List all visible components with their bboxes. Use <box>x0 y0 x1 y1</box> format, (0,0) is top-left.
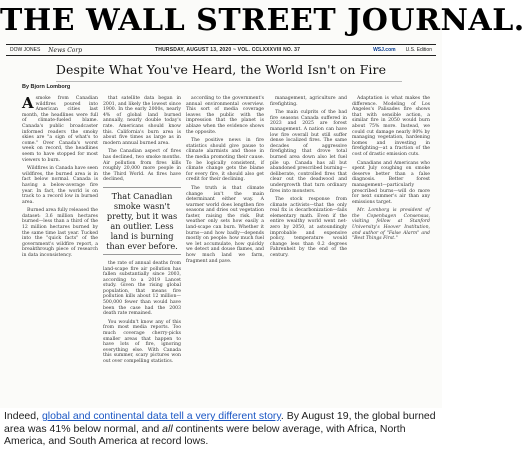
article-column-1 <box>22 96 98 404</box>
caption-text <box>4 410 438 448</box>
article-column-5 <box>352 96 430 404</box>
caption-sentence-end: continents were below average, with Africa, North America, and South America at record lows. <box>4 422 406 447</box>
masthead: THE WALL STREET JOURNAL. <box>0 3 525 38</box>
paragraph: Canadians and Americans who spent July coughing on smoke deserve better than a false diagnosis. Better forest management—particularly prescribed burns—will do more for next summer's air than any emissions target. <box>352 160 430 205</box>
paragraph: You wouldn't know any of this from most media reports. Too much coverage cherry-picks smaller areas that happen to have lots of fire, ignoring everything else. With Canada this summer, scary pictures won out over compelling statistics. <box>103 319 181 364</box>
data-link[interactable]: global and continental data tell a very different story <box>41 410 281 422</box>
article-headline: Despite What You've Heard, the World Isn't on Fire <box>55 62 387 77</box>
edition-right: U.S. Edition <box>405 46 432 53</box>
paragraph: Burned area fully released the dataset: 3.6 million hectares burned—less than a third of the 12 million hectares burned by the same time last year. Tucked into the "quick facts" of the government's wildfire report, a breakthrough piece of research in data inconsistency. <box>22 208 98 259</box>
paragraph: that satellite data began in 2001, and likely the lowest since 1900. In the early 2000s, nearly 4% of global land burned annually, nearly double today's rate. Americans should know this. California's burn area is about five times as large as in modern annual burned area. <box>103 96 181 146</box>
caption-prefix: Indeed, <box>4 410 42 422</box>
paragraph: The main culprits of the bad fire seasons Canada suffered in 2023 and 2025 are forest management. A nation can have low fire overall but still suffer dense localized fires. The same decades of aggressive firefighting that drove total burned area down also let fuel pile up. Canada has all but abandoned prescribed burning—deliberate, controlled fires that clear out the deadwood and undergrowth that turn ordinary fires into monsters. <box>270 110 347 194</box>
paragraph: according to the government's annual environmental overview. This sort of media coverage leaves the public with the impression that the planet is ablaze when the evidence shows the opposite. <box>186 96 264 135</box>
caption-sentence: . By August 19, the global burned area was 41% below normal, and <box>4 410 436 435</box>
headline-rule <box>56 81 402 82</box>
paragraph: smoke from Canadian wildfires poured into American cities last month, the headlines were full of climate-fueled blame. Canada's public broadcaster informed readers the smoky skies are "a sign of what's to come." Over Canada's worst week on record, the headlines seem to have stopped for most viewers to burn. <box>22 96 98 163</box>
paragraph: management, agriculture and firefighting. <box>270 96 347 107</box>
author-bio: Mr. Lomborg is president of the Copenhagen Consensus, visiting fellow at Stanford University's Hoover Institution, and author of "False Alarm" and "Best Things First." <box>352 208 430 242</box>
pull-quote: That Canadian smoke wasn't pretty, but it was an outlier. Less land is burning than ever before. <box>103 187 181 255</box>
byline: By Bjorn Lomborg <box>22 84 71 90</box>
paragraph: The Canadian aspect of fires has declined, two smoke months. Air pollution from fires kills roughly 20,000 more people in the Third World. As fires have declined, <box>103 149 181 183</box>
publisher-signature: News Corp <box>48 46 83 54</box>
issue-date: THURSDAY, AUGUST 13, 2020 ~ VOL. CCLXXXVIII NO. 37 <box>155 46 301 53</box>
paragraph: the rate of annual deaths from land-scape fire air pollution has fallen substantially since 2003, according to a 2019 Lancet study. Given the rising global population, that means fire pollution kills about 12 million—500,000 fewer than would have been the case had the 2003 death rate remained. <box>103 260 181 317</box>
paragraph: The positive news in fire statistics should give pause to climate alarmists and those in the media promoting their cause. To be logically consistent, if climate change gets the blame for every fire, it should also get credit for their declining. <box>186 138 264 183</box>
edition-left: DOW JONES <box>10 46 41 53</box>
paragraph: Wildfires in Canada have seen wildfires, the burned area is in fact below normal. Canada is having a below-average fire year. In fact, the world is on track to a record low in burned area. <box>22 166 98 205</box>
article-column-2 <box>103 96 181 404</box>
caption-emphasis: all <box>162 422 173 435</box>
drop-cap: A <box>22 94 34 112</box>
paragraph: The stock response from climate activists—that the only real fix is decarbonization—fails elementary math. Even if the entire wealthy world went net-zero by 2050, at astoundingly improbable and expensive policy, temperature would change less than 0.2 degrees Fahrenheit by the end of the century. <box>270 197 347 259</box>
article-column-4 <box>270 96 347 404</box>
article-column-3 <box>186 96 264 404</box>
dateline-bar <box>6 44 436 56</box>
paragraph: Adaptation is what makes the difference. Modeling of Los Angeles's Palisades fire shows that with sensible action, a similar fire in 2050 would burn about 75% more. Instead, we could cut damage nearly 80% by managing vegetation, hardening homes and investing in firefighting—at a fraction of the cost of drastic emission cuts. <box>352 96 430 157</box>
site-name: WSJ.com <box>373 46 396 53</box>
paragraph: The truth is that climate change isn't the main determinant either way. A warmer world does lengthen fire seasons and dries out vegetation faster, raising the risk. But weather only sets how easily a land-scape can burn. Whether it burns—and how badly—depends mostly on people: how much fuel we let accumulate, how quickly we detect and douse flames, and how much land we farm, fragment and pave. <box>186 185 264 264</box>
